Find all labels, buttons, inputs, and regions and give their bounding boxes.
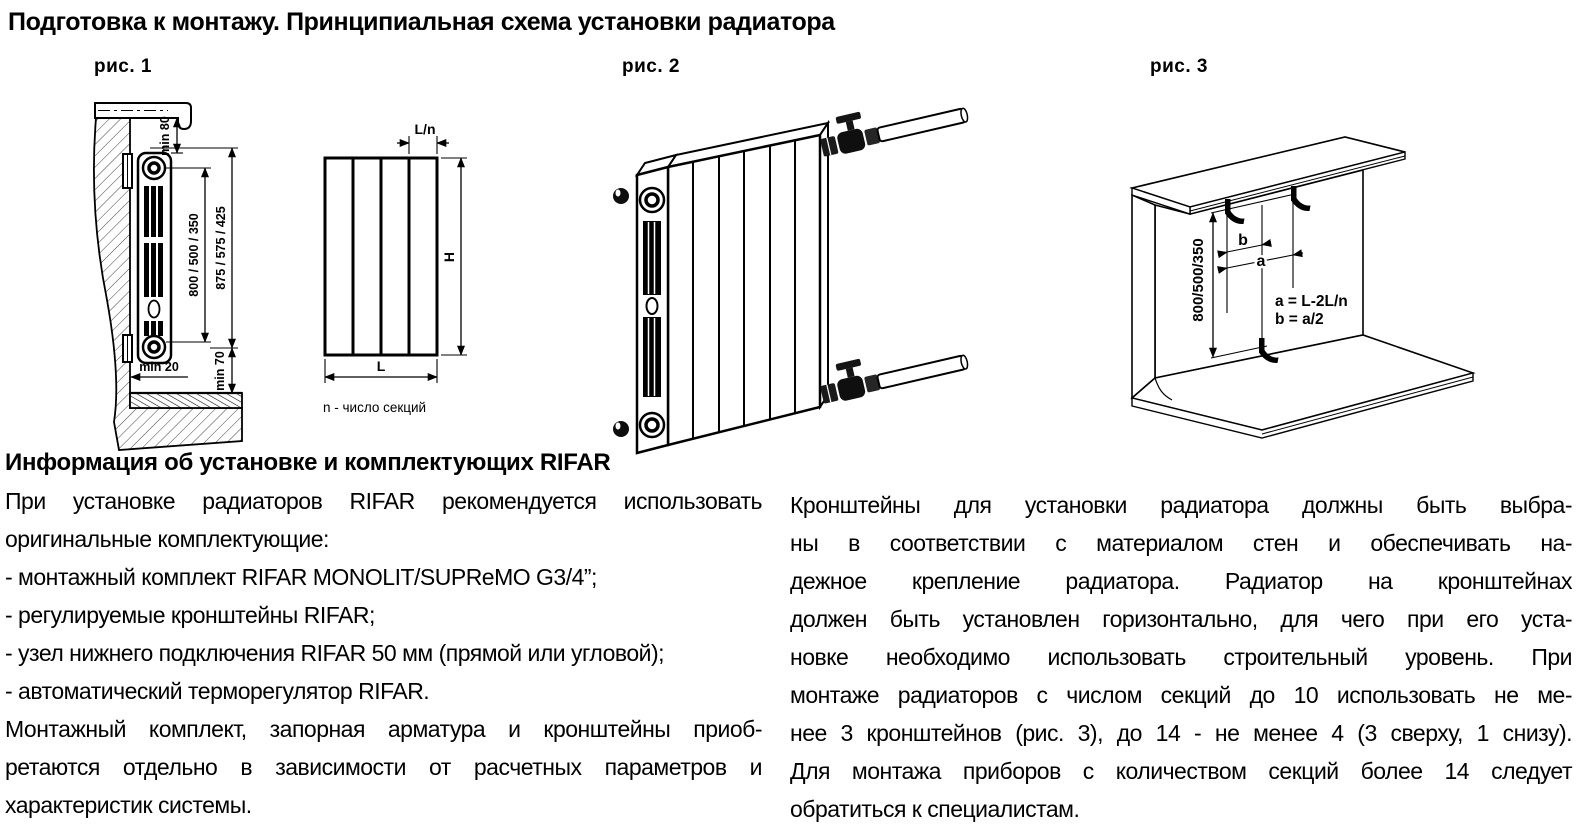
text-line: оригинальные комплектующие: — [5, 526, 329, 552]
text-line: монтаже радиаторов с числом секций до 10 использовать не ме- — [790, 682, 1572, 708]
radiator-plug-top — [613, 188, 629, 204]
front-view-caption: n - число секций — [323, 400, 427, 415]
dim-length-label: L — [376, 358, 386, 374]
radiator-front-view-schematic — [315, 120, 480, 435]
text-line: нее 3 кронштейнов (рис. 3), до 14 - не менее 4 (3 сверху, 1 снизу). — [790, 720, 1572, 746]
radiator-plug-bottom — [613, 421, 629, 437]
dim-section-width-label: L/n — [414, 121, 436, 137]
formula-b: b = a/2 — [1275, 311, 1324, 328]
figure-3-label: рис. 3 — [1150, 56, 1208, 77]
dim-b-label: b — [1238, 232, 1248, 249]
text-line: - автоматический терморегулятор RIFAR. — [5, 678, 430, 704]
dim-min20-label: min 20 — [139, 360, 179, 374]
text-line: Для монтажа приборов с количеством секций более 14 следует — [790, 758, 1572, 784]
figure-1-label: рис. 1 — [94, 56, 152, 77]
text-line: При установке радиаторов RIFAR рекомендуется использовать — [5, 488, 762, 514]
dim-a-label: a — [1256, 253, 1266, 270]
dim-min80-label: min 80 — [158, 116, 172, 156]
valve-top — [816, 88, 970, 159]
dim-fig3-height-label: 800/500/350 — [1190, 238, 1207, 322]
text-line: Монтажный комплект, запорная арматура и кронштейны приоб- — [5, 716, 762, 742]
text-line: - узел нижнего подключения RIFAR 50 мм (прямой или угловой); — [5, 640, 665, 666]
wall-bracket-bottom — [123, 335, 132, 362]
figure-1-installation-side-view — [70, 90, 320, 455]
text-line: ретаются отдельно в зависимости от расчетных параметров и — [5, 754, 762, 780]
figure-2-label: рис. 2 — [622, 56, 680, 77]
text-line: новке необходимо использовать строительный уровень. При — [790, 644, 1572, 670]
floor-slab — [130, 393, 242, 408]
text-line: дежное крепление радиатора. Радиатор на кронштейнах — [790, 568, 1572, 594]
valve-bottom — [816, 335, 970, 406]
section-heading: Информация об установке и комплектующих RIFAR — [5, 449, 611, 476]
text-line: - регулируемые кронштейны RIFAR; — [5, 602, 375, 628]
page-title: Подготовка к монтажу. Принципиальная схема установки радиатора — [8, 8, 835, 36]
dim-mount-height-label: 875 / 575 / 425 — [214, 206, 228, 290]
text-line: - монтажный комплект RIFAR MONOLIT/SUPReMO G3/4”; — [5, 564, 597, 590]
text-line: должен быть установлен горизонтально, для чего при его уста- — [790, 606, 1572, 632]
text-line: обратиться к специалистам. — [790, 796, 1080, 822]
text-line: ны в соответствии с материалом стен и обеспечивать на- — [790, 530, 1572, 556]
text-line: Кронштейны для установки радиатора должны быть выбра- — [790, 492, 1572, 518]
text-line: характеристик системы. — [5, 792, 252, 818]
left-column — [5, 482, 762, 824]
wall-bracket-top — [123, 154, 132, 188]
radiator-body — [637, 123, 828, 453]
figure-3-bracket-layout — [1115, 95, 1579, 455]
formula-a: a = L-2L/n — [1275, 293, 1348, 310]
dim-height-label: H — [441, 251, 457, 263]
radiator-side-view — [138, 153, 171, 363]
figure-2-radiator-isometric — [595, 95, 1000, 455]
dim-axis-height-label: 800 / 500 / 350 — [187, 213, 201, 297]
right-column — [790, 486, 1572, 828]
wall-niche — [1132, 137, 1473, 438]
dim-min70-label: min 70 — [213, 351, 227, 391]
